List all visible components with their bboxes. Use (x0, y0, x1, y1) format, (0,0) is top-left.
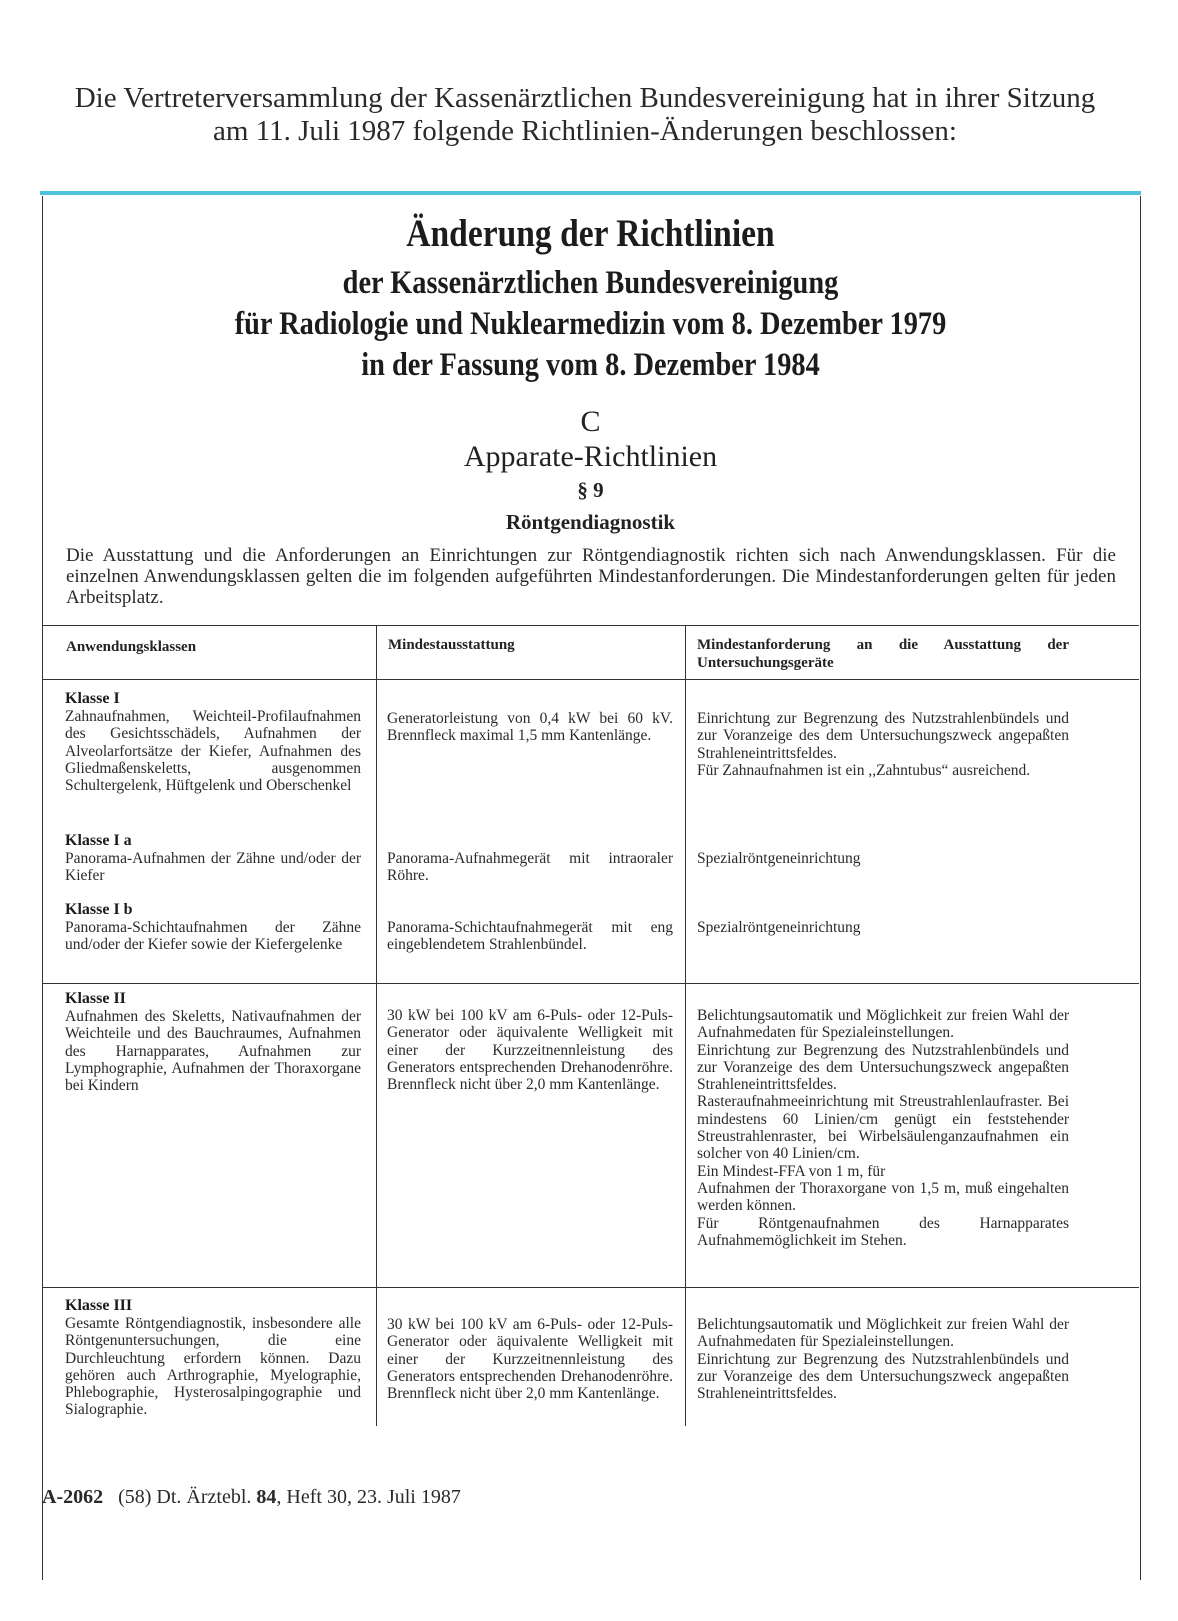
lead-paragraph: Die Ausstattung und die Anforderungen an Einrichtungen zur Röntgendiagnostik richten sich nach Anwendungsklassen. Für die einzelnen Anwendungsklassen gelten die im folgenden aufgeführten Mindestanforderungen. Die Mindestanforderungen gelten für jeden Arbeitsplatz. (66, 545, 1116, 608)
page-footer (42, 1486, 461, 1509)
header-mindestausstattung: Mindestausstattung (388, 637, 515, 653)
class-description: Panorama-Aufnahmen der Zähne und/oder der Kiefer (65, 850, 361, 885)
equipment-klasse-1: Generatorleistung von 0,4 kW bei 60 kV. Brennfleck maximal 1,5 mm Kantenlänge. (387, 710, 673, 745)
requirement-klasse-2: Belichtungsautomatik und Möglichkeit zur freien Wahl der Aufnahmedaten für Spezialeinstellungen. Einrichtung zur Begrenzung des Nutzstrahlenbündels und zur Voranzeige des dem Untersuchungszweck angepaßten Strahleneintrittsfeldes. Rasteraufnahmeeinrichtung mit Streustrahlenlaufraster. Bei mindestens 60 Linien/cm genügt ein feststehender Streustrahlenraster, bei Wirbelsäulenganzaufnahmen ein solcher von 40 Linien/cm. Ein Mindest-FFA von 1 m, für Aufnahmen der Thoraxorgane von 1,5 m, muß eingehalten werden können. Für Röntgenaufnahmen des Harnapparates Aufnahmemöglichkeit im Stehen. (697, 1007, 1069, 1249)
class-description: Aufnahmen des Skeletts, Nativaufnahmen der Weichteile und des Bauchraumes, Aufnahmen des Harnapparates, Aufnahmen zur Lymphographie, Aufnahmen der Thoraxorgane bei Kindern (65, 1008, 361, 1095)
class-label: Klasse I b (65, 901, 133, 918)
table-row-klasse-3 (65, 1297, 361, 1419)
citation-prefix: (58) Dt. Ärztebl. (118, 1486, 252, 1508)
accent-rule (40, 191, 1141, 195)
class-label: Klasse II (65, 990, 126, 1007)
intro-text (30, 82, 1140, 148)
subtitle-line-3: in der Fassung vom 8. Dezember 1984 (361, 347, 820, 383)
paragraph-number: § 9 (577, 478, 604, 502)
article-title: Änderung der Richtlinien (406, 212, 775, 255)
requirement-klasse-1: Einrichtung zur Begrenzung des Nutzstrahlenbündels und zur Voranzeige des dem Untersuchungszweck angepaßten Strahleneintrittsfeldes. Für Zahnaufnahmen ist ein ,,Zahntubus“ ausreichend. (697, 710, 1069, 779)
subtitle-line-1: der Kassenärztlichen Bundesvereinigung (342, 265, 839, 301)
section-letter: C (580, 405, 601, 438)
requirement-klasse-1a: Spezialröntgeneinrichtung (697, 850, 861, 867)
table-row-klasse-1a (65, 832, 361, 885)
header-anwendungsklassen: Anwendungsklassen (66, 639, 197, 655)
class-description: Panorama-Schichtaufnahmen der Zähne und/oder der Kiefer sowie der Kiefergelenke (65, 919, 361, 954)
row-divider-1 (42, 983, 1139, 984)
table-row-klasse-1b (65, 901, 361, 954)
page-code: A-2062 (42, 1486, 104, 1508)
row-divider-2 (42, 1287, 1139, 1288)
class-label: Klasse III (65, 1297, 133, 1314)
class-label: Klasse I (65, 690, 120, 707)
table-row-klasse-2 (65, 990, 361, 1094)
equipment-klasse-2: 30 kW bei 100 kV am 6-Puls- oder 12-Puls-Generator oder äquivalente Welligkeit mit einer der Kurzzeitnennleistung des Generators entsprechenden Drehanodenröhre. Brennfleck nicht über 2,0 mm Kantenlänge. (387, 1007, 673, 1094)
header-divider (42, 679, 1139, 680)
paragraph-title: Röntgendiagnostik (505, 510, 676, 534)
table-row-klasse-1 (65, 690, 361, 794)
header-mindestanforderung: Mindestanforderung an die Ausstattung der Untersuchungsgeräte (697, 637, 1069, 671)
column-divider-2 (685, 626, 686, 1426)
volume-number: 84 (256, 1486, 277, 1508)
requirement-klasse-3: Belichtungsautomatik und Möglichkeit zur freien Wahl der Aufnahmedaten für Spezialeinstellungen. Einrichtung zur Begrenzung des Nutzstrahlenbündels und zur Voranzeige des dem Untersuchungszweck angepaßten Strahleneintrittsfeldes. (697, 1316, 1069, 1403)
section-name: Apparate-Richtlinien (463, 440, 718, 473)
class-description: Gesamte Röntgendiagnostik, insbesondere alle Röntgenuntersuchungen, die eine Durchleuchtung erfordern können. Dazu gehören auch Arthrographie, Myelographie, Phlebographie, Hysterosalpingographie und Sialographie. (65, 1315, 361, 1419)
class-label: Klasse I a (65, 832, 132, 849)
subtitle-line-2: für Radiologie und Nuklearmedizin vom 8. Dezember 1979 (234, 306, 947, 342)
requirements-table (42, 625, 1139, 1584)
equipment-klasse-3: 30 kW bei 100 kV am 6-Puls- oder 12-Puls-Generator oder äquivalente Welligkeit mit einer der Kurzzeitnennleistung des Generators entsprechenden Drehanodenröhre. Brennfleck nicht über 2,0 mm Kantenlänge. (387, 1316, 673, 1403)
article-subtitle (119, 263, 1062, 386)
requirement-klasse-1b: Spezialröntgeneinrichtung (697, 919, 861, 936)
equipment-klasse-1a: Panorama-Aufnahmegerät mit intraoraler Röhre. (387, 850, 673, 885)
citation-suffix: , Heft 30, 23. Juli 1987 (276, 1486, 461, 1508)
intro-line-2: am 11. Juli 1987 folgende Richtlinien-Änderungen beschlossen: (213, 115, 957, 147)
equipment-klasse-1b: Panorama-Schichtaufnahmegerät mit eng eingeblendetem Strahlenbündel. (387, 919, 673, 954)
class-description: Zahnaufnahmen, Weichteil-Profilaufnahmen des Gesichtsschädels, Aufnahmen der Alveolarfortsätze der Kiefer, Aufnahmen des Gliedmaßenskeletts, ausgenommen Schultergelenk, Hüftgelenk und Oberschenkel (65, 708, 361, 795)
column-divider-1 (376, 626, 377, 1426)
intro-line-1: Die Vertreterversammlung der Kassenärztlichen Bundesvereinigung hat in ihrer Sitzung (74, 82, 1096, 114)
